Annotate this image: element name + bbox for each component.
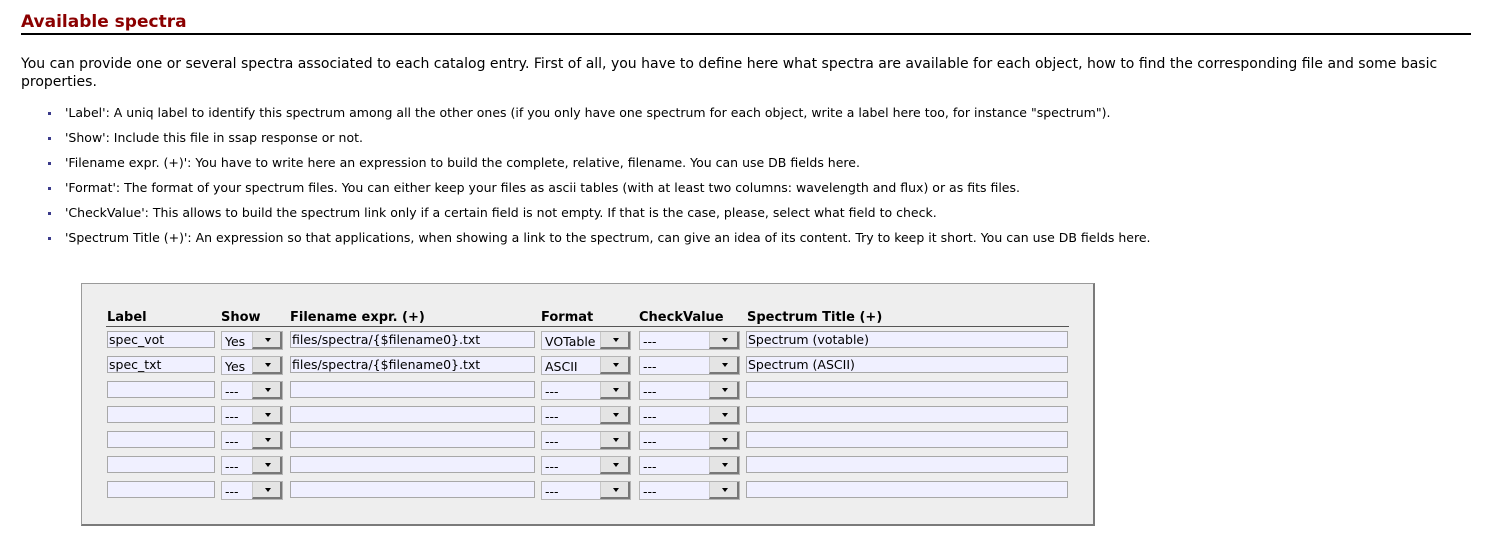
label-input[interactable] [107,481,215,498]
format-select[interactable] [541,406,631,425]
chevron-down-icon[interactable] [600,382,630,399]
chevron-down-icon[interactable] [600,482,630,499]
checkvalue-select[interactable] [639,381,740,400]
checkvalue-select-value: --- [643,484,657,499]
column-header-label: Label [107,310,147,325]
checkvalue-select[interactable] [639,356,740,375]
column-header-title: Spectrum Title (+) [747,310,883,325]
chevron-down-icon[interactable] [709,357,739,374]
chevron-down-icon[interactable] [252,357,282,374]
show-select[interactable] [221,406,283,425]
filename-input[interactable] [290,431,535,448]
chevron-down-icon[interactable] [709,382,739,399]
intro-text: You can provide one or several spectra associated to each catalog entry. First of all, you have to define here what spectra are available for each object, how to find the corresponding file and some basic properties. [21,56,1438,90]
column-header-format: Format [541,310,594,325]
title-divider [21,33,1471,35]
spectrum-title-input[interactable] [746,431,1068,448]
filename-input[interactable] [290,406,535,423]
chevron-down-icon[interactable] [600,407,630,424]
format-select[interactable] [541,356,631,375]
table-row [82,381,1093,400]
chevron-down-icon[interactable] [709,432,739,449]
chevron-down-icon[interactable] [252,457,282,474]
checkvalue-select[interactable] [639,481,740,500]
spectrum-title-input[interactable]: Spectrum (ASCII) [746,356,1068,373]
format-select-value: ASCII [545,359,578,374]
spectra-table-panel [81,283,1095,526]
chevron-down-icon[interactable] [252,432,282,449]
column-header-checkvalue: CheckValue [639,310,724,325]
show-select-value: --- [225,384,239,399]
help-item-title: 'Spectrum Title (+)': An expression so that applications, when showing a link to the spectrum, can give an idea of its content. Try to keep it short. You can use DB fields here. [44,228,1464,253]
format-select[interactable] [541,331,631,350]
format-select-value: --- [545,434,559,449]
chevron-down-icon[interactable] [709,332,739,349]
checkvalue-select-value: --- [643,409,657,424]
spectrum-title-input[interactable] [746,381,1068,398]
column-header-filename: Filename expr. (+) [290,310,425,325]
format-select[interactable] [541,381,631,400]
column-header-show: Show [221,310,261,325]
show-select[interactable] [221,331,283,350]
help-item-label: 'Label': A uniq label to identify this spectrum among all the other ones (if you only have one spectrum for each object, write a label here too, for instance "spectrum"). [44,103,1464,128]
show-select-value: Yes [225,359,246,374]
filename-input[interactable] [290,481,535,498]
chevron-down-icon[interactable] [252,332,282,349]
chevron-down-icon[interactable] [600,357,630,374]
checkvalue-select-value: --- [643,359,657,374]
checkvalue-select-value: --- [643,434,657,449]
show-select-value: --- [225,484,239,499]
table-row [82,481,1093,500]
table-row [82,456,1093,475]
chevron-down-icon[interactable] [600,332,630,349]
table-row [82,406,1093,425]
checkvalue-select[interactable] [639,456,740,475]
help-item-show: 'Show': Include this file in ssap response or not. [44,128,1464,153]
spectrum-title-input[interactable] [746,481,1068,498]
chevron-down-icon[interactable] [709,457,739,474]
page-title: Available spectra [21,12,187,32]
chevron-down-icon[interactable] [600,432,630,449]
format-select[interactable] [541,431,631,450]
help-list [44,103,1464,253]
label-input[interactable]: spec_vot [107,331,215,348]
show-select[interactable] [221,456,283,475]
help-item-filename: 'Filename expr. (+)': You have to write here an expression to build the complete, relative, filename. You can use DB fields here. [44,153,1464,178]
chevron-down-icon[interactable] [709,482,739,499]
chevron-down-icon[interactable] [252,482,282,499]
show-select-value: Yes [225,334,246,349]
show-select-value: --- [225,409,239,424]
checkvalue-select-value: --- [643,334,657,349]
format-select-value: --- [545,459,559,474]
format-select[interactable] [541,456,631,475]
chevron-down-icon[interactable] [600,457,630,474]
spectrum-title-input[interactable] [746,406,1068,423]
spectrum-title-input[interactable] [746,456,1068,473]
filename-input[interactable] [290,456,535,473]
format-select-value: --- [545,384,559,399]
label-input[interactable] [107,381,215,398]
format-select-value: --- [545,484,559,499]
label-input[interactable]: spec_txt [107,356,215,373]
format-select-value: --- [545,409,559,424]
label-input[interactable] [107,456,215,473]
filename-input[interactable]: files/spectra/{$filename0}.txt [290,356,535,373]
format-select[interactable] [541,481,631,500]
show-select[interactable] [221,381,283,400]
table-row [82,356,1093,375]
show-select[interactable] [221,431,283,450]
table-row [82,331,1093,350]
filename-input[interactable]: files/spectra/{$filename0}.txt [290,331,535,348]
show-select-value: --- [225,434,239,449]
label-input[interactable] [107,431,215,448]
chevron-down-icon[interactable] [709,407,739,424]
help-item-checkvalue: 'CheckValue': This allows to build the spectrum link only if a certain field is not empty. If that is the case, please, select what field to check. [44,203,1464,228]
chevron-down-icon[interactable] [252,382,282,399]
label-input[interactable] [107,406,215,423]
checkvalue-select-value: --- [643,459,657,474]
format-select-value: VOTable [545,334,596,349]
spectrum-title-input[interactable]: Spectrum (votable) [746,331,1068,348]
help-item-format: 'Format': The format of your spectrum files. You can either keep your files as ascii tables (with at least two columns: wavelength and flux) or as fits files. [44,178,1464,203]
show-select[interactable] [221,356,283,375]
show-select-value: --- [225,459,239,474]
table-row [82,431,1093,450]
checkvalue-select-value: --- [643,384,657,399]
chevron-down-icon[interactable] [252,407,282,424]
show-select[interactable] [221,481,283,500]
checkvalue-select[interactable] [639,331,740,350]
filename-input[interactable] [290,381,535,398]
header-divider [106,326,1069,327]
checkvalue-select[interactable] [639,406,740,425]
checkvalue-select[interactable] [639,431,740,450]
